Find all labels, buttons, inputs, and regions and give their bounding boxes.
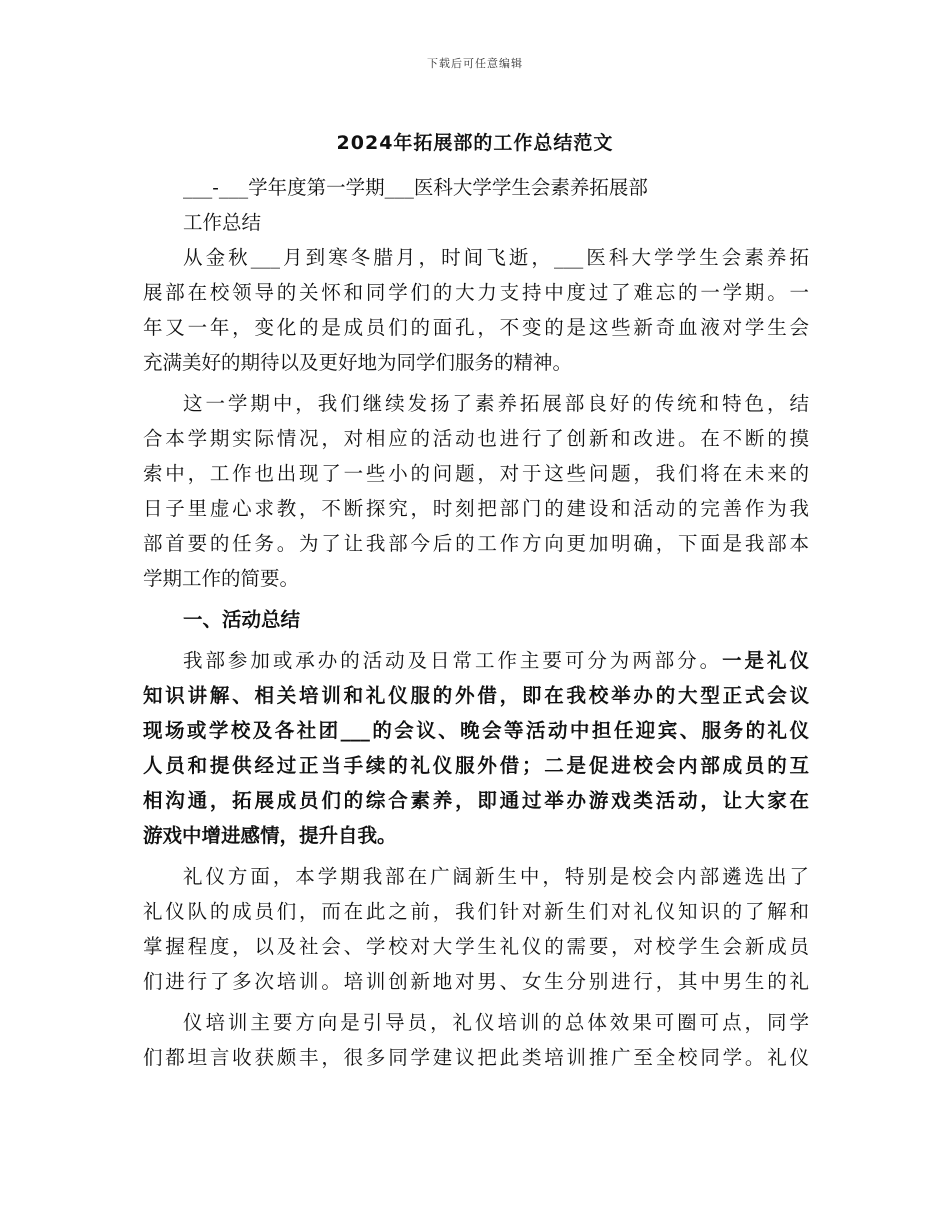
paragraph-line: 部首要的任务。为了让我部今后的工作方向更加明确，下面是我部本 — [143, 532, 809, 555]
paragraph-line: 现场或学校及各社团___的会议、晚会等活动中担任迎宾、服务的礼仪 — [143, 719, 809, 742]
paragraph-line: 们都坦言收获颇丰，很多同学建议把此类培训推广至全校同学。礼仪 — [143, 1046, 809, 1069]
paragraph-line: 仪培训主要方向是引导员，礼仪培训的总体效果可圈可点，同学 — [183, 1011, 809, 1034]
paragraph-3 — [143, 643, 809, 853]
paragraph-line: 学期工作的简要。 — [143, 567, 300, 590]
paragraph-line: 从金秋___月到寒冬腊月，时间飞逝，___医科大学学生会素养拓 — [183, 246, 809, 269]
subtitle-line-2: 工作总结 — [183, 211, 262, 234]
paragraph-line: 合本学期实际情况，对相应的活动也进行了创新和改进。在不断的摸 — [143, 427, 809, 450]
paragraph-1 — [143, 240, 809, 380]
paragraph-5 — [143, 1005, 809, 1075]
paragraph-line: 掌握程度，以及社会、学校对大学生礼仪的需要，对校学生会新成员 — [143, 935, 809, 958]
paragraph-line: 年又一年，变化的是成员们的面孔，不变的是这些新奇血液对学生会 — [143, 316, 809, 339]
paragraph-line: 这一学期中，我们继续发扬了素养拓展部良好的传统和特色，结 — [183, 392, 809, 415]
paragraph-line: 索中，工作也出现了一些小的问题，对于这些问题，我们将在未来的 — [143, 462, 809, 485]
paragraph-bold-text: 一是礼仪 — [722, 649, 809, 672]
page-header-note: 下载后可任意编辑 — [427, 57, 523, 70]
paragraph-line: 充满美好的期待以及更好地为同学们服务的精神。 — [143, 351, 573, 374]
paragraph-line: 知识讲解、相关培训和礼仪服的外借，即在我校举办的大型正式会议 — [143, 684, 809, 707]
paragraph-line: 礼仪方面，本学期我部在广阔新生中，特别是校会内部遴选出了 — [183, 865, 809, 888]
section-heading: 一、活动总结 — [183, 608, 301, 631]
document-body — [143, 170, 809, 1075]
paragraph-line: 礼仪队的成员们，而在此之前，我们针对新生们对礼仪知识的了解和 — [143, 900, 809, 923]
paragraph-line: 日子里虚心求教，不断探究，时刻把部门的建设和活动的完善作为我 — [143, 497, 809, 520]
paragraph-4 — [143, 859, 809, 999]
paragraph-line: 人员和提供经过正当手续的礼仪服外借；二是促进校会内部成员的互 — [143, 754, 809, 777]
paragraph-line: 们进行了多次培训。培训创新地对男、女生分别进行，其中男生的礼 — [143, 970, 809, 993]
paragraph-line — [143, 643, 809, 678]
paragraph-intro: 我部参加或承办的活动及日常工作主要可分为两部分。 — [183, 649, 723, 672]
paragraph-line: 游戏中增进感情，提升自我。 — [143, 824, 397, 847]
paragraph-line: 展部在校领导的关怀和同学们的大力支持中度过了难忘的一学期。一 — [143, 281, 809, 304]
document-title: 2024年拓展部的工作总结范文 — [336, 132, 614, 154]
subtitle-line: ___-___学年度第一学期___医科大学学生会素养拓展部 — [183, 176, 648, 199]
paragraph-line: 相沟通，拓展成员们的综合素养，即通过举办游戏类活动，让大家在 — [143, 789, 809, 812]
paragraph-2 — [143, 386, 809, 596]
